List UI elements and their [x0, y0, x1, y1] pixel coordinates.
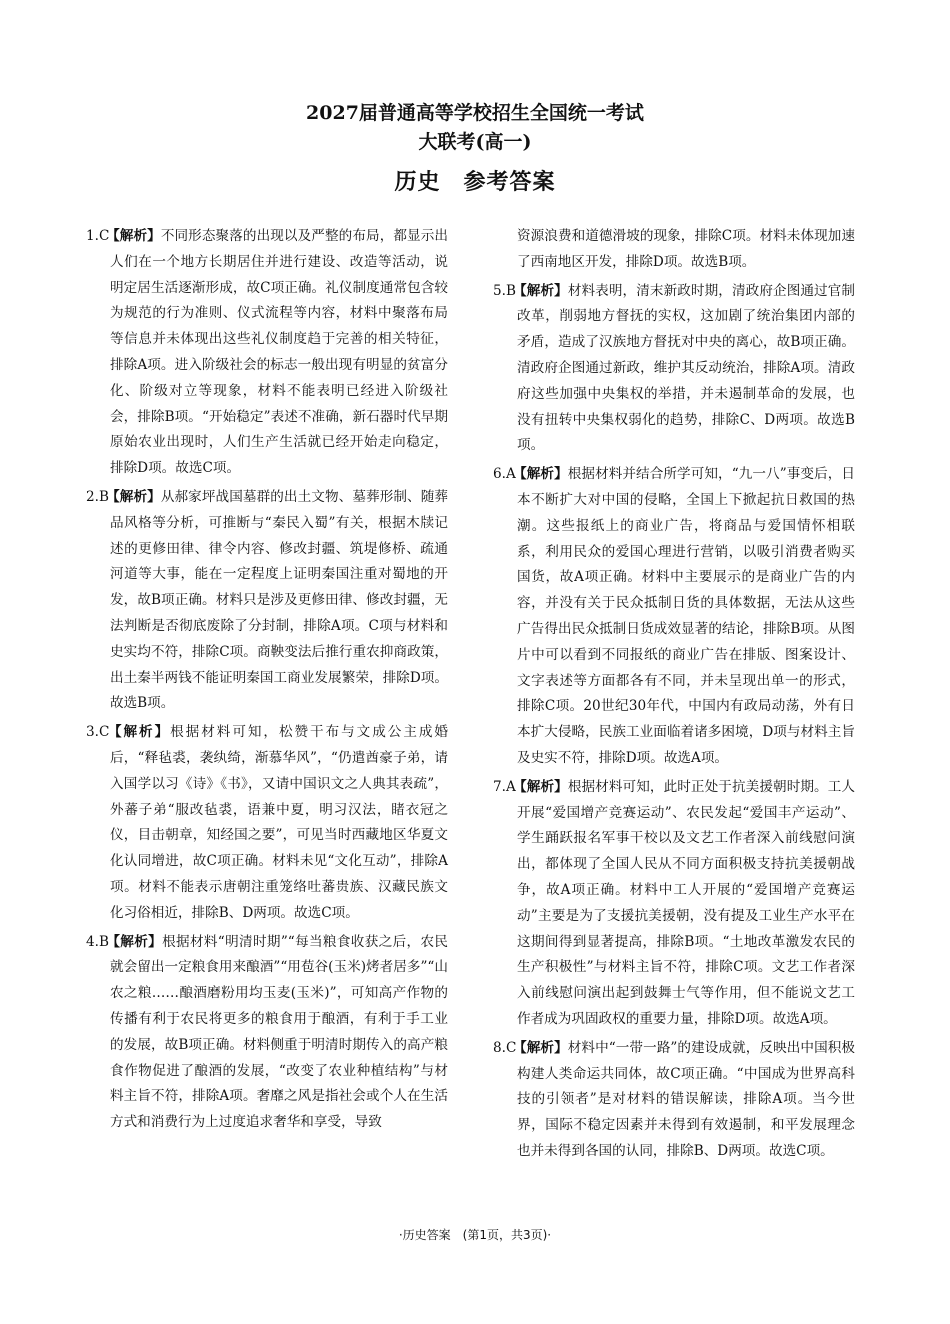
answer-text: 材料中“一带一路”的建设成就，反映出中国积极构建人类命运共同体，故C项正确。“中国成为世界高科技的引领者”是对材料的错误解读，排除A项。当今世界，国际不稳定因素并未得到有效遏制，和平发展理念也并未得到各国的认同，排除B、D两项。故选C项。 — [517, 1039, 855, 1159]
exam-title: 2027届普通高等学校招生全国统一考试 — [306, 102, 644, 124]
answer-item-4 — [86, 930, 448, 1136]
answer-item-6 — [493, 462, 855, 772]
answer-item-3 — [86, 720, 448, 926]
analysis-tag: 【解析】 — [513, 1039, 568, 1056]
left-column — [86, 224, 448, 1139]
answer-item-8 — [493, 1036, 855, 1165]
answer-text: 不同形态聚落的出现以及严整的布局，都显示出人们在一个地方长期居住并进行建设、改造等活动，说明定居生活逐渐形成，故C项正确。礼仪制度通常包含较为规范的行为准则、仪式流程等内容，材料中聚落布局等信息并未体现出这些礼仪制度趋于完善的相关特征，排除A项。进入阶级社会的标志一般出现有明显的贫富分化、阶级对立等现象，材料不能表明已经进入阶级社会，排除B项。“开始稳定”表述不准确，新石器时代早期原始农业出现时，人们生产生活就已经开始走向稳定，排除D项。故选C项。 — [110, 228, 449, 477]
analysis-tag: 【解析】 — [106, 228, 161, 244]
answer-text: 根据材料可知，此时正处于抗美援朝时期。工人开展“爱国增产竞赛运动”、农民发起“爱国丰产运动”、学生踊跃报名军事干校以及文艺工作者深入前线慰问演出，都体现了全国人民从不同方面积极支持抗美援朝战争，故A项正确。材料中工人开展的“爱国增产竞赛运动”主要是为了支援抗美援朝，没有提及工业生产水平在这期间得到显著提高，排除B项。“土地改革激发农民的生产积极性”与材料主旨不符，排除C项。文艺工作者深入前线慰问演出起到鼓舞士气等作用，但不能说文艺工作者成为巩固政权的重要力量，排除D项。故选A项。 — [517, 778, 856, 1027]
answer-item-2 — [86, 485, 448, 717]
analysis-tag: 【解析】 — [513, 282, 568, 299]
answer-text: 根据材料并结合所学可知，“九一八”事变后，日本不断扩大对中国的侵略，全国上下掀起抗日救国的热潮。这些报纸上的商业广告，将商品与爱国情怀相联系，利用民众的爱国心理进行营销，以吸引消费者购买国货，故A项正确。材料中主要展示的是商业广告的内容，并没有关于民众抵制日货的具体数据，无法从这些广告得出民众抵制日货成效显著的结论，排除B项。从图片中可以看到不同报纸的商业广告在排版、图案设计、文字表述等方面都各有不同，并未呈现出单一的形式，排除C项。20世纪30年代，中国内有政局动荡，外有日本扩大侵略，民族工业面临着诸多困境，D项与材料主旨及史实不符，排除D项。故选A项。 — [517, 466, 855, 766]
answer-text: 根据材料可知，松赞干布与文成公主成婚后，“释毡裘，袭纨绮，渐慕华风”，“仍遣酋豪子弟，请入国学以习《诗》《书》，又请中国识文之人典其表疏”，外蕃子弟“服改毡裘，语兼中夏，明习汉法，睹衣冠之仪，目击朝章，知经国之要”，可见当时西藏地区华夏文化认同增进，故C项正确。材料未见“文化互动”，排除A项。材料不能表示唐朝注重笼络吐蕃贵族、汉藏民族文化习俗相近，排除B、D两项。故选C项。 — [110, 724, 449, 921]
answer-number: 6.A — [493, 466, 516, 483]
answer-number: 7.A — [493, 778, 516, 795]
analysis-tag: 【解析】 — [513, 466, 568, 483]
page-footer: ·历史答案 (第1页，共3页)· — [398, 1228, 552, 1242]
right-column — [493, 224, 855, 1168]
answer-item-5 — [493, 279, 855, 460]
analysis-tag: 【解析】 — [106, 488, 161, 505]
answer-4-continuation: 资源浪费和道德滑坡的现象，排除C项。材料未体现加速了西南地区开发，排除D项。故选B项。 — [517, 228, 855, 270]
answer-item-1 — [86, 224, 448, 482]
document-header — [0, 98, 950, 200]
subject-title: 历史 参考答案 — [394, 169, 556, 195]
answer-number: 2.B — [86, 488, 109, 505]
answer-number: 1.C — [86, 228, 110, 244]
answer-text: 从郝家坪战国墓群的出土文物、墓葬形制、随葬品风格等分析，可推断与“秦民入蜀”有关，根据木牍记述的更修田律、律令内容、修改封疆、筑堤修桥、疏通河道等大事，能在一定程度上证明秦国注重对蜀地的开发，故B项正确。材料只是涉及更修田律、修改封疆，无法判断是否彻底废除了分封制，排除A项。C项与材料和史实均不符，排除C项。商鞅变法后推行重农抑商政策，出土秦半两钱不能证明秦国工商业发展繁荣，排除D项。故选B项。 — [110, 488, 449, 712]
answer-text: 根据材料“明清时期”“每当粮食收获之后，农民就会留出一定粮食用来酿酒”“用苞谷(玉米)烤者居多”“山农之粮……酿酒磨粉用均玉麦(玉米)”，可知高产作物的传播有利于农民将更多的粮食用于酿酒，有利于手工业的发展，故B项正确。材料侧重于明清时期传入的高产粮食作物促进了酿酒的发展，“改变了农业种植结构”与材料主旨不符，排除A项。奢靡之风是指社会或个人在生活方式和消费行为上过度追求奢华和享受，导致 — [110, 933, 448, 1131]
answer-text: 材料表明，清末新政时期，清政府企图通过官制改革，削弱地方督抚的实权，这加剧了统治集团内部的矛盾，造成了汉族地方督抚对中央的离心，故B项正确。清政府企图通过新政，维护其反动统治，排除A项。清政府这些加强中央集权的举措，并未遏制革命的发展，也没有扭转中央集权弱化的趋势，排除C、D两项。故选B项。 — [517, 282, 856, 454]
answer-number: 8.C — [493, 1039, 517, 1056]
analysis-tag: 【解析】 — [106, 933, 163, 950]
analysis-tag: 【解析】 — [513, 778, 568, 795]
answer-number: 3.C — [86, 724, 110, 741]
exam-subtitle: 大联考(高一) — [418, 131, 532, 153]
analysis-tag: 【解析】 — [106, 724, 171, 741]
answer-number: 4.B — [86, 933, 109, 950]
answer-item-7 — [493, 775, 855, 1033]
answer-number: 5.B — [493, 282, 516, 299]
